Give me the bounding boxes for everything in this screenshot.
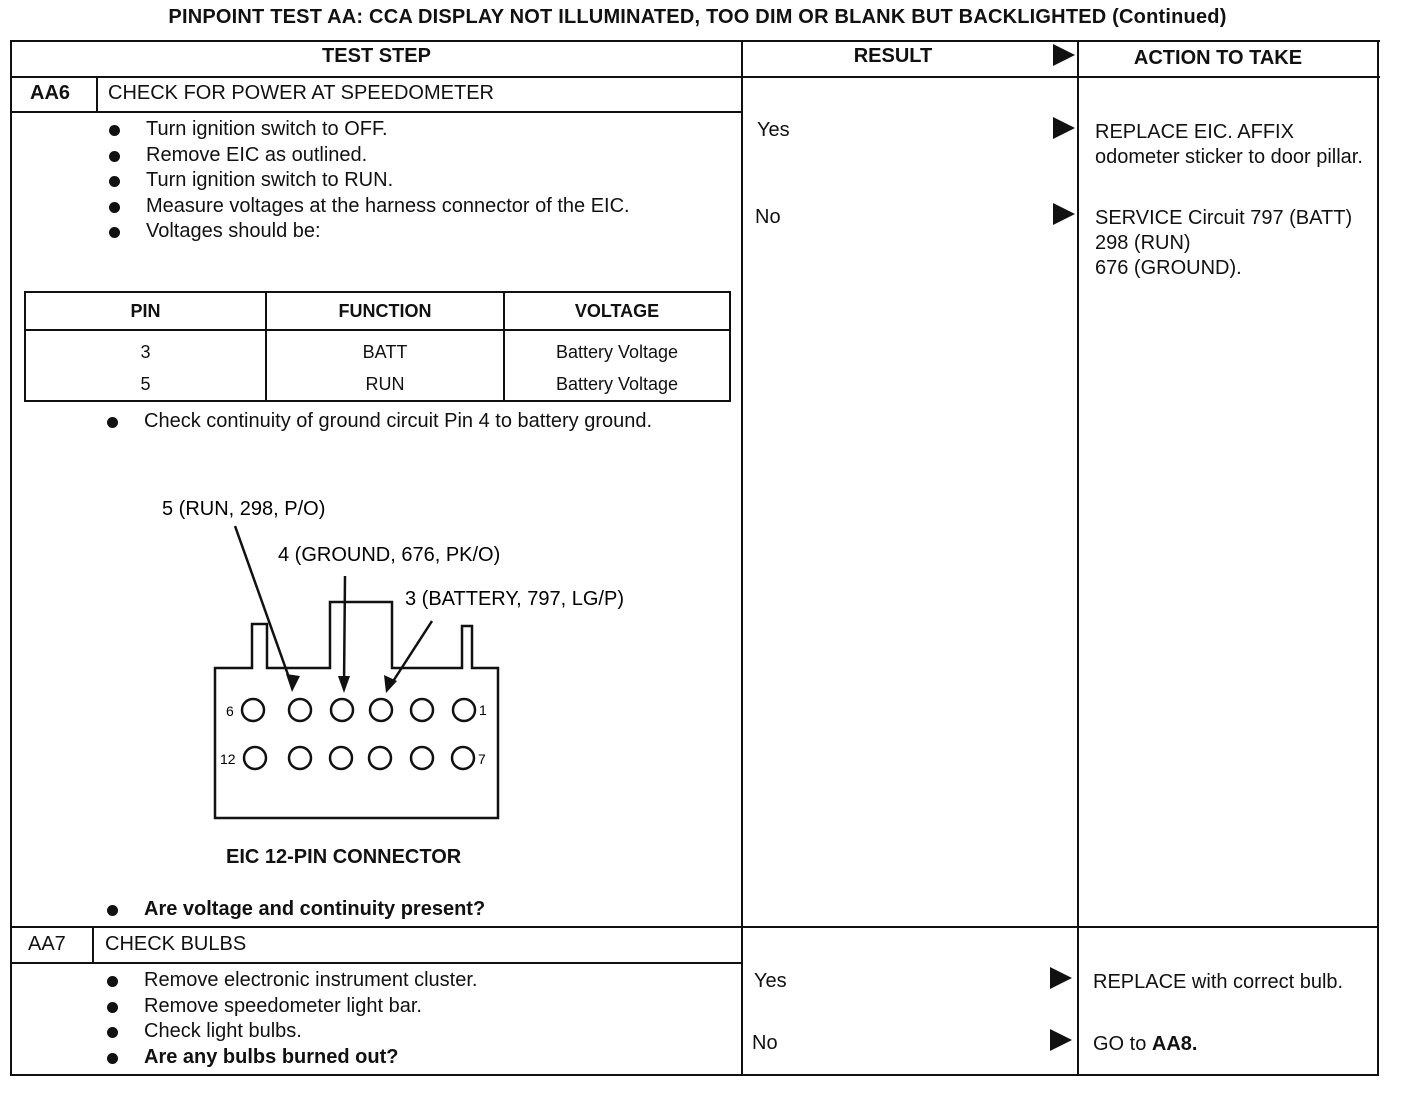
- table-cell: Battery Voltage: [504, 368, 730, 401]
- action-text: GO to: [1093, 1033, 1152, 1055]
- step-title: CHECK FOR POWER AT SPEEDOMETER: [108, 82, 494, 104]
- result-no: No: [752, 1032, 778, 1054]
- table-row: [25, 368, 730, 401]
- step-id-divider: [92, 926, 94, 964]
- col-header-action: ACTION TO TAKE: [1133, 47, 1303, 69]
- header-bottom-border: [12, 76, 1380, 78]
- step-id: AA7: [28, 933, 66, 955]
- result-no: No: [755, 206, 781, 228]
- pin-4: [331, 699, 353, 721]
- pin-2: [411, 699, 433, 721]
- callout-pin-3: 3 (BATTERY, 797, LG/P): [405, 588, 624, 610]
- pin-label-7: 7: [478, 751, 486, 767]
- table-cell: 3: [140, 341, 151, 362]
- col-header-test-step: TEST STEP: [322, 45, 431, 67]
- table-top-border: [12, 40, 1380, 42]
- list-item: Measure voltages at the harness connector of the EIC.: [106, 194, 706, 220]
- action-replace-eic: REPLACE EIC. AFFIX odometer sticker to door pillar.: [1095, 121, 1363, 168]
- table-right-border: [1377, 40, 1379, 1076]
- callout-pin-5: 5 (RUN, 298, P/O): [162, 498, 326, 520]
- col-divider-test-result: [741, 40, 743, 1076]
- step-instructions: [104, 968, 704, 1070]
- pin-6: [242, 699, 264, 721]
- list-item: Are voltage and continuity present?: [104, 897, 704, 923]
- table-header-cell: FUNCTION: [266, 292, 504, 330]
- list-item: Voltages should be:: [106, 219, 706, 245]
- pin-label-6: 6: [226, 703, 234, 719]
- leader-line-pin-3: [390, 621, 432, 686]
- list-item: Check light bulbs.: [104, 1019, 704, 1045]
- result-arrow-icon: [1050, 1029, 1072, 1051]
- result-yes: Yes: [757, 119, 790, 141]
- table-cell: RUN: [266, 368, 504, 401]
- step-id: AA6: [30, 82, 71, 104]
- action-line: 298 (RUN): [1095, 232, 1191, 254]
- step-link[interactable]: AA8.: [1151, 1033, 1198, 1055]
- table-cell: BATT: [266, 330, 504, 368]
- arrowhead-icon: [286, 674, 300, 692]
- page-title: PINPOINT TEST AA: CCA DISPLAY NOT ILLUMINATED, TOO DIM OR BLANK BUT BACKLIGHTED (Continued): [168, 6, 1227, 28]
- table-header-row: [25, 292, 730, 330]
- table-cell: 5: [140, 373, 151, 394]
- table-header-cell: PIN: [25, 292, 266, 330]
- connector-body: [215, 602, 498, 818]
- pin-label-1: 1: [479, 702, 487, 718]
- table-bottom-border: [10, 1074, 1378, 1076]
- step-title: CHECK BULBS: [105, 933, 247, 955]
- action-replace-bulb: REPLACE with correct bulb.: [1093, 971, 1344, 993]
- list-item: Remove speedometer light bar.: [104, 994, 704, 1020]
- action-line: 676 (GROUND).: [1095, 257, 1242, 279]
- step-title-divider: [12, 962, 741, 964]
- list-item: Turn ignition switch to RUN.: [106, 168, 706, 194]
- col-header-result: RESULT: [853, 45, 933, 67]
- voltage-table: [24, 291, 731, 402]
- step-divider: [12, 926, 1378, 928]
- step-id-divider: [96, 76, 98, 112]
- list-item: Remove electronic instrument cluster.: [104, 968, 704, 994]
- pin-1: [453, 699, 475, 721]
- leader-line-pin-4: [344, 576, 345, 686]
- pin-11: [289, 747, 311, 769]
- pin-5: [289, 699, 311, 721]
- col-divider-result-action: [1077, 40, 1079, 1076]
- pin-9: [369, 747, 391, 769]
- diagram-caption: EIC 12-PIN CONNECTOR: [226, 846, 462, 868]
- callout-pin-4: 4 (GROUND, 676, PK/O): [278, 544, 501, 566]
- action-line: SERVICE Circuit 797 (BATT): [1095, 207, 1353, 229]
- connector-diagram: [12, 486, 712, 886]
- action-go-to-step: [1093, 1032, 1373, 1057]
- continuity-instruction: [104, 409, 704, 435]
- pin-label-12: 12: [220, 751, 236, 767]
- arrowhead-icon: [338, 676, 350, 693]
- pin-12: [244, 747, 266, 769]
- result-arrow-icon: [1050, 967, 1072, 989]
- list-item: Remove EIC as outlined.: [106, 143, 706, 169]
- action-service-circuits: [1095, 206, 1375, 281]
- result-arrow-icon: [1053, 203, 1075, 225]
- table-row: [25, 330, 730, 368]
- table-cell: Battery Voltage: [504, 330, 730, 368]
- list-item: Check continuity of ground circuit Pin 4 to battery ground.: [104, 409, 704, 435]
- pin-3: [370, 699, 392, 721]
- table-header-cell: VOLTAGE: [504, 292, 730, 330]
- result-arrow-icon: [1053, 117, 1075, 139]
- step-question: [104, 897, 704, 923]
- pin-10: [330, 747, 352, 769]
- step-instructions: [106, 117, 706, 245]
- pin-8: [411, 747, 433, 769]
- result-yes: Yes: [754, 970, 787, 992]
- step-title-divider: [12, 111, 741, 113]
- list-item: Are any bulbs burned out?: [104, 1045, 704, 1071]
- pin-7: [452, 747, 474, 769]
- result-arrow-icon: [1053, 44, 1075, 66]
- list-item: Turn ignition switch to OFF.: [106, 117, 706, 143]
